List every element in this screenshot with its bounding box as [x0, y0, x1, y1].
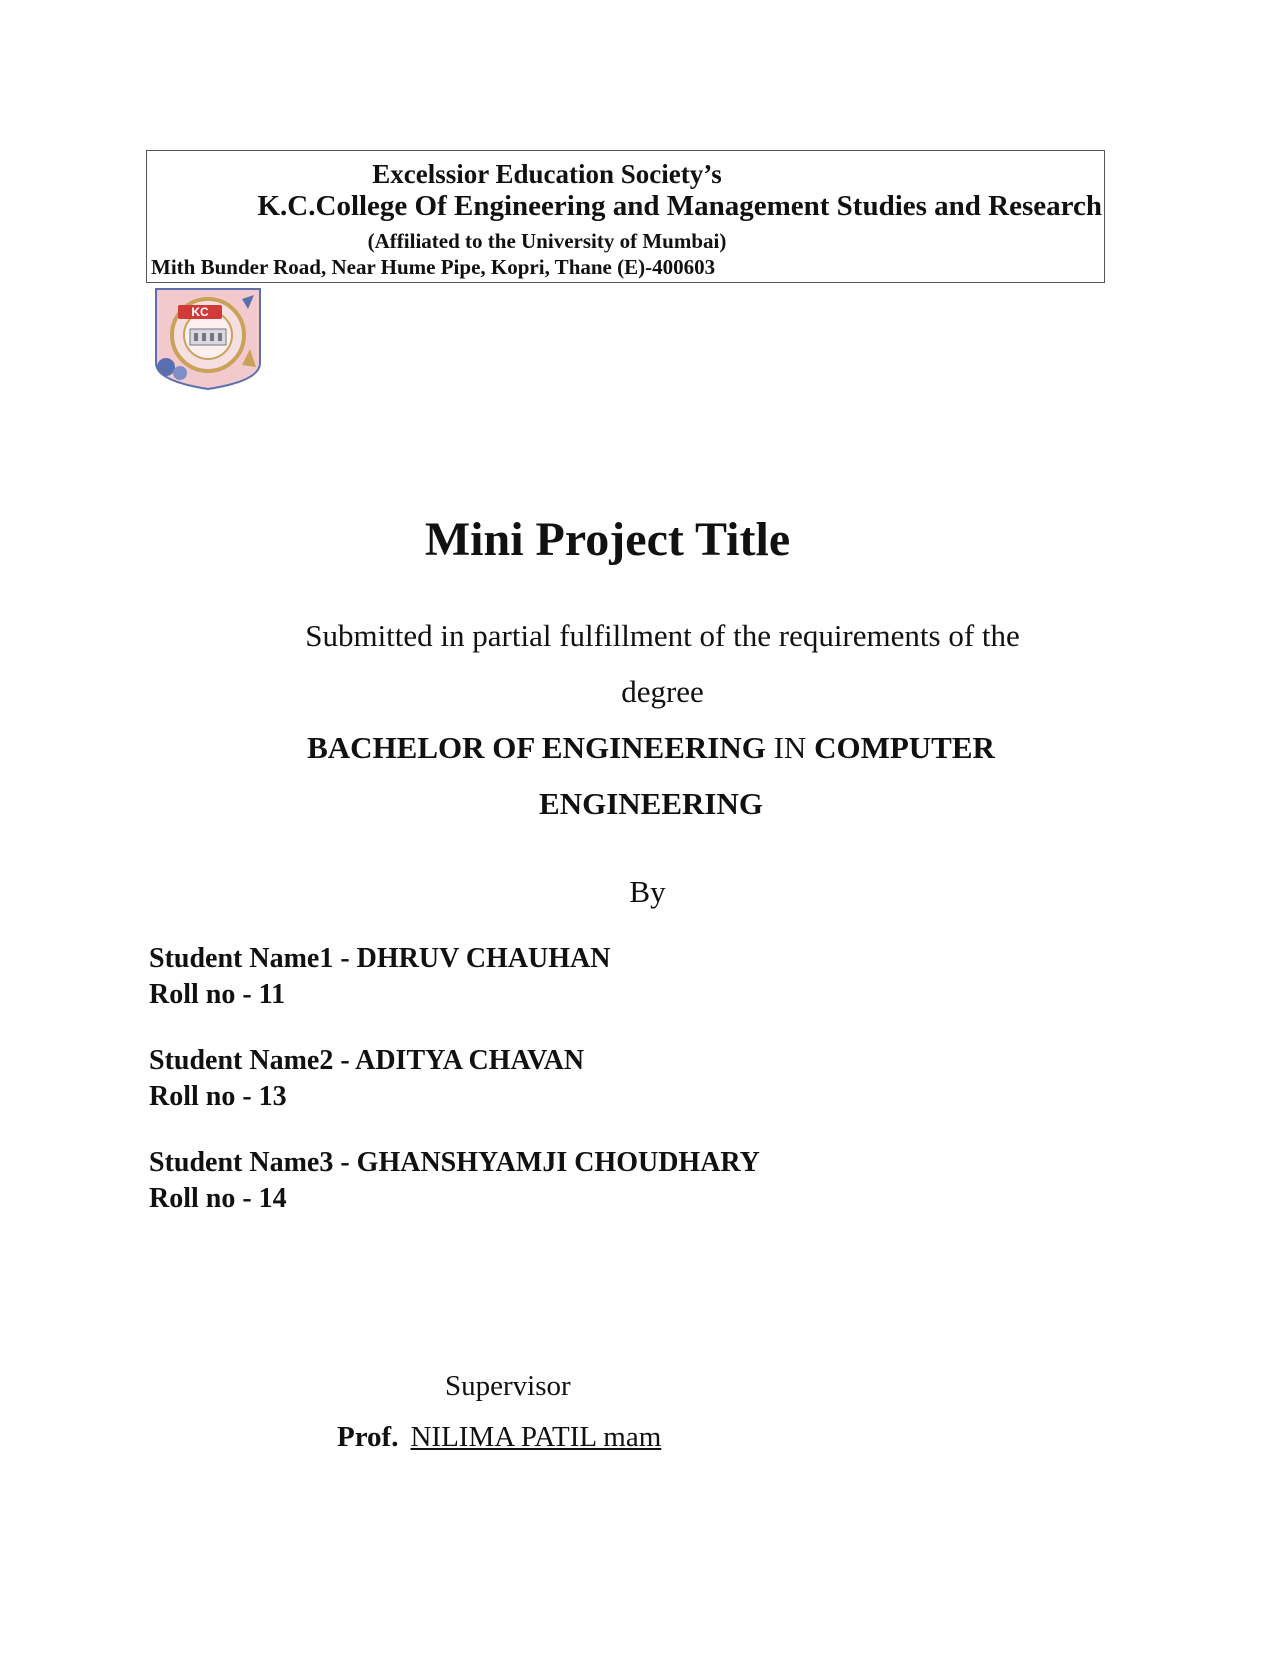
supervisor-name: NILIMA PATIL mam — [410, 1421, 662, 1453]
society-name: Excelssior Education Society’s — [372, 159, 722, 189]
supervisor-label: Supervisor — [445, 1370, 571, 1402]
college-crest-logo — [150, 285, 266, 391]
student-roll-no: Roll no - 13 — [149, 1081, 287, 1112]
college-address: Mith Bunder Road, Near Hume Pipe, Kopri, Thane (E)-400603 — [151, 255, 716, 279]
submission-statement-line2: degree — [621, 674, 704, 709]
college-name: K.C.College Of Engineering and Management Studies and Research — [257, 190, 1102, 222]
degree-line2: ENGINEERING — [539, 786, 763, 821]
degree-connector: IN — [773, 730, 807, 765]
degree-line1 — [0, 730, 1280, 766]
student-name: Student Name3 - GHANSHYAMJI CHOUDHARY — [149, 1147, 760, 1178]
affiliation-text: (Affiliated to the University of Mumbai) — [367, 229, 727, 253]
student-roll-no: Roll no - 11 — [149, 979, 286, 1010]
by-label: By — [629, 874, 666, 909]
project-title: Mini Project Title — [424, 513, 791, 566]
submission-statement-line1: Submitted in partial fulfillment of the requirements of the — [305, 618, 1020, 653]
supervisor-prefix: Prof. — [337, 1421, 399, 1453]
degree-part1: BACHELOR OF ENGINEERING — [307, 730, 766, 765]
student-name: Student Name1 - DHRUV CHAUHAN — [149, 943, 611, 974]
student-name: Student Name2 - ADITYA CHAVAN — [149, 1045, 585, 1076]
supervisor-line — [337, 1421, 661, 1454]
degree-part2: COMPUTER — [814, 730, 995, 765]
college-header — [146, 150, 1105, 283]
student-roll-no: Roll no - 14 — [149, 1183, 287, 1214]
logo-text: KC — [191, 305, 209, 319]
